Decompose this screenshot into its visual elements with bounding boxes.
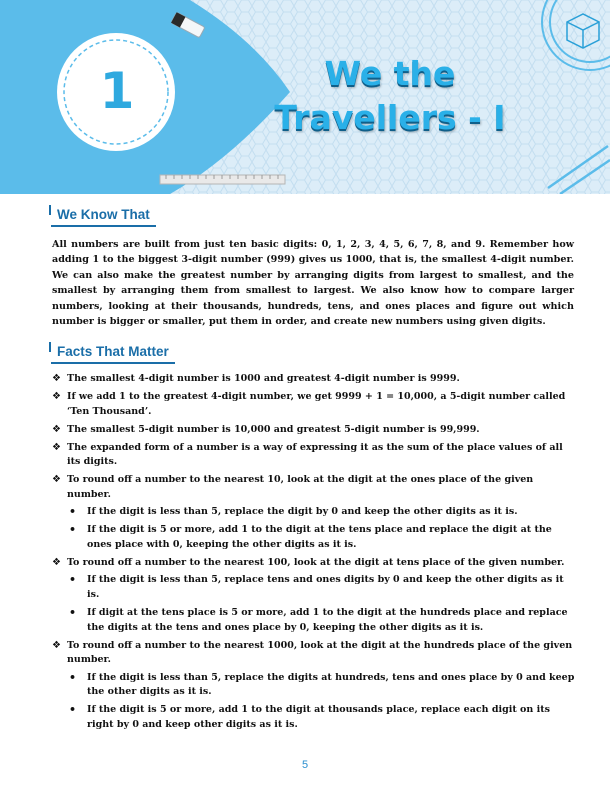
page-number: 5 <box>301 759 309 771</box>
fact-subitem: • If the digit is 5 or more, add 1 to the digit at thousands place, replace each digit on its right by 0 and keep other digits as it is. <box>67 703 576 732</box>
fact-sublist <box>67 671 576 733</box>
fact-item <box>52 372 576 387</box>
diamond-bullet-icon: ❖ <box>52 390 61 402</box>
fact-subitem: • If the digit is less than 5, replace the digit by 0 and keep the other digits as it is. <box>67 505 576 520</box>
ruler-icon <box>160 175 285 184</box>
diamond-bullet-icon: ❖ <box>52 474 61 486</box>
chapter-title-line-2: Travellers - I <box>274 98 506 137</box>
fact-sublist <box>67 573 576 635</box>
chapter-header <box>0 0 610 194</box>
fact-subitem: • If the digit is 5 or more, add 1 to the digit at the tens place and replace the digit at the ones place with 0, keeping the other digits as it is. <box>67 523 576 552</box>
chapter-title <box>270 52 510 140</box>
fact-text: To round off a number to the nearest 1000, look at the digit at the hundreds place of the given number. <box>67 639 573 666</box>
diamond-bullet-icon: ❖ <box>52 441 61 453</box>
diamond-bullet-icon: ❖ <box>52 556 61 568</box>
fact-item <box>52 556 576 635</box>
diamond-bullet-icon: ❖ <box>52 639 61 651</box>
fact-text: The smallest 4-digit number is 1000 and greatest 4-digit number is 9999. <box>67 373 460 384</box>
we-know-that-text: All numbers are built from just ten basic digits: 0, 1, 2, 3, 4, 5, 6, 7, 8, and 9. Remember how adding 1 to the biggest 3-digit number (999) gives us 1000, that is, the smallest 4-digit number. We can also make the greatest number by arranging digits from largest to smallest, and the smallest by arranging them from smallest to largest. We also know how to compare larger numbers, looking at their thousands, hundreds, tens, and ones places and figure out which number is bigger or smaller, put them in order, and create new numbers using given digits. <box>52 239 574 328</box>
fact-item <box>52 639 576 733</box>
facts-list <box>52 372 576 736</box>
fact-text: The smallest 5-digit number is 10,000 and greatest 5-digit number is 99,999. <box>67 423 480 435</box>
fact-item <box>52 390 576 419</box>
fact-text: To round off a number to the nearest 100, look at the digit at tens place of the given number. <box>67 556 565 568</box>
fact-subitem: • If the digit is less than 5, replace the digits at hundreds, tens and ones place by 0 and keep the other digits as it is. <box>67 671 576 700</box>
fact-subitem: • If digit at the tens place is 5 or more, add 1 to the digit at the hundreds place and replace the digits at the tens and ones place by 0, keeping the other digits as it is. <box>67 606 576 635</box>
fact-item <box>52 473 576 552</box>
diamond-bullet-icon: ❖ <box>52 423 61 435</box>
fact-item <box>52 441 576 470</box>
fact-text: To round off a number to the nearest 10, look at the digit at the ones place of the given number. <box>67 474 534 500</box>
fact-item <box>52 423 576 438</box>
fact-text: If we add 1 to the greatest 4-digit number, we get 9999 + 1 = 10,000, a 5-digit number called ‘Ten Thousand’. <box>67 390 566 417</box>
diamond-bullet-icon: ❖ <box>52 373 61 384</box>
facts-that-matter-heading: Facts That Matter <box>51 344 175 364</box>
chapter-title-line-1: We the <box>324 54 456 93</box>
fact-text: The expanded form of a number is a way of expressing it as the sum of the place values of all its digits. <box>67 441 563 468</box>
fact-sublist <box>67 505 576 552</box>
we-know-that-heading: We Know That <box>51 207 156 227</box>
fact-subitem: • If the digit is less than 5, replace tens and ones digits by 0 and keep the other digits as it is. <box>67 573 576 602</box>
chapter-number: 1 <box>99 62 135 120</box>
